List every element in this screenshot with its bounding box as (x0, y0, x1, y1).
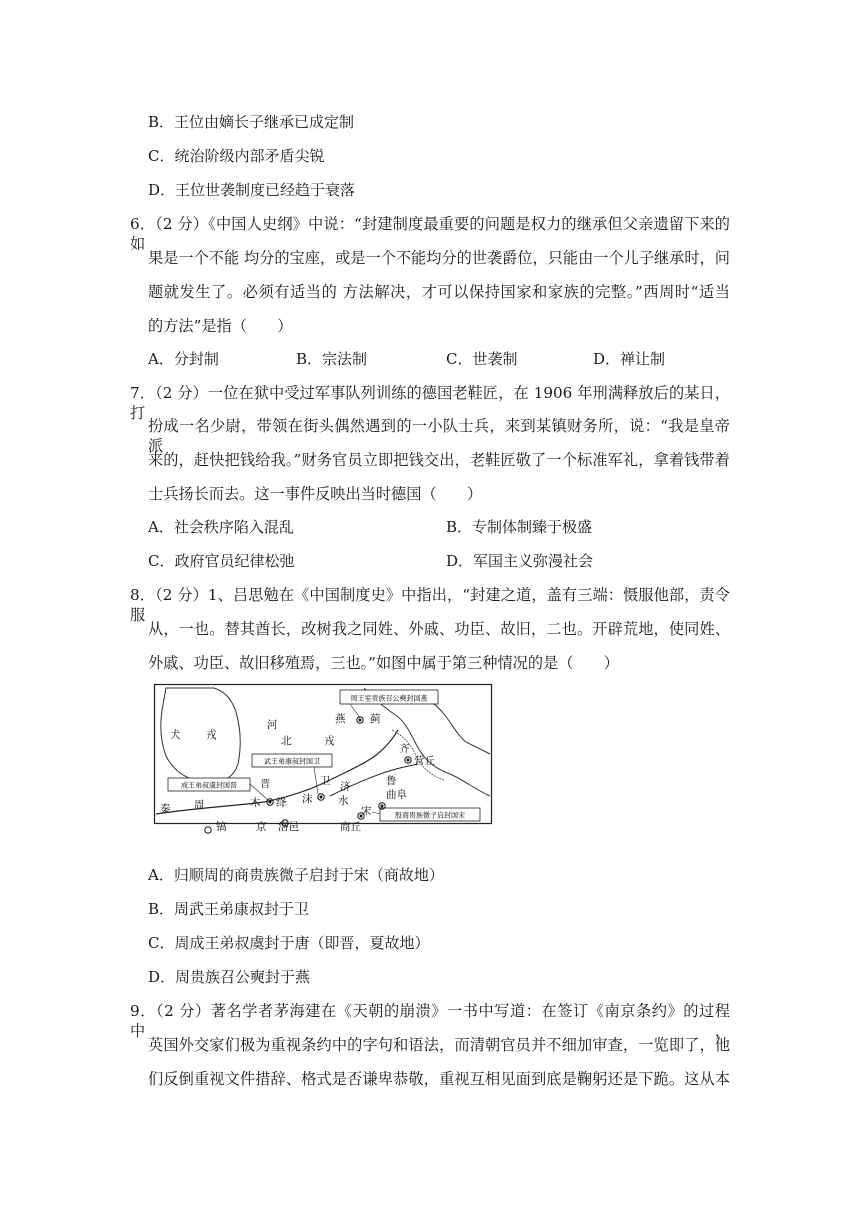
q6-option-b: B．宗法制 (296, 350, 368, 368)
q6-stem-line-4: 的方法”是指（ ） (148, 317, 293, 335)
label-box-song (372, 808, 480, 821)
map-label-yan: 燕 (335, 713, 346, 725)
q6-option-c: C．世袭制 (446, 350, 518, 368)
map-label-qufu: 曲阜 (386, 789, 407, 801)
q6-option-a: A．分封制 (148, 350, 219, 368)
map-label-jiang: 绛 (276, 797, 287, 809)
q8-option-c: C．周成王弟叔虞封于唐（即晋，夏故地） (148, 934, 430, 952)
map-label-jishui-ji: 济 (340, 781, 351, 793)
svg-text:殷商贵族微子启封国宋: 殷商贵族微子启封国宋 (395, 811, 465, 820)
q8-option-b: B．周武王弟康叔封于卫 (148, 900, 310, 918)
q6-stem-line-1: 6．（2 分）《中国人史纲》中说：“封建制度最重要的问题是权力的继承但父亲遗留下来的如 (130, 215, 730, 253)
map-label-hao: 镐 (216, 821, 227, 833)
q7-stem-line-2: 扮成一名少尉，带领在街头偶然遇到的一小队士兵，来到某镇财务所，说：“我是皇帝派 (148, 417, 730, 455)
q6-option-d: D．禅让制 (593, 350, 666, 368)
map-label-jing: 京 (256, 821, 267, 833)
map-label-quan: 犬 (170, 729, 181, 741)
map-label-shangqiu: 商丘 (340, 821, 361, 833)
map-label-luoyi: 洛邑 (278, 821, 299, 833)
q5-option-d: D．王位世袭制度已经趋于衰落 (148, 181, 356, 199)
q6-stem-line-3: 题就发生了。必须有适当的 方法解决，才可以保持国家和家族的完整。”西周时“适当 (148, 283, 730, 301)
map-label-song: 宋 (361, 805, 372, 817)
svg-text:武王弟康叔封国卫: 武王弟康叔封国卫 (264, 757, 320, 766)
western-zhou-fiefs-map (154, 684, 492, 833)
q8-stem-line-2: 从，一也。替其酋长，改树我之同姓、外戚、功臣、故旧，二也。开辟荒地，使同姓、 (148, 620, 730, 638)
q8-stem-line-1: 8．（2 分）1、吕思勉在《中国制度史》中指出，“封建之道，盖有三端：慑服他部，责令服 (130, 586, 730, 624)
map-label-shui: 水 (338, 795, 349, 807)
q5-option-c: C．统治阶级内部矛盾尖锐 (148, 147, 325, 165)
svg-text:成王弟叔虞封国晋: 成王弟叔虞封国晋 (181, 781, 237, 790)
q7-option-a: A．社会秩序陷入混乱 (148, 518, 294, 536)
q6-stem-line-2: 果是一个不能 均分的宝座，或是一个不能均分的世袭爵位，只能由一个儿子继承时，问 (148, 249, 730, 267)
q8-option-d: D．周贵族召公奭封于燕 (148, 968, 311, 986)
q9-stem-line-1: 9．（2 分）著名学者茅海建在《天朝的崩溃》一书中写道：在签订《南京条约》的过程中， (130, 1002, 730, 1040)
map-label-yingqiu: 营丘 (414, 755, 435, 767)
q7-option-c: C．政府官员纪律松弛 (148, 552, 295, 570)
map-label-ji: 蓟 (370, 713, 381, 725)
map-label-zhou: 周 (194, 799, 205, 811)
map-label-wei: 卫 (320, 775, 331, 787)
map-label-bei: 北 (281, 735, 292, 747)
map-label-qi: 齐 (399, 743, 410, 755)
q7-option-d: D．军国主义弥漫社会 (446, 552, 594, 570)
map-label-mo: 沫 (302, 793, 313, 805)
svg-text:周王室贵族召公奭封国燕: 周王室贵族召公奭封国燕 (350, 694, 428, 703)
q5-option-b: B．王位由嫡长子继承已成定制 (148, 113, 355, 131)
map-label-lu: 鲁 (386, 775, 397, 787)
map-label-rong-east: 戎 (324, 735, 335, 747)
map-label-qin: 秦 (160, 803, 171, 815)
map-label-he: 河 (267, 719, 278, 731)
q7-option-b: B．专制体制臻于极盛 (446, 518, 593, 536)
q7-stem-line-1: 7．（2 分）一位在狱中受过军事队列训练的德国老鞋匠，在 1906 年刑满释放后的某日，打 (130, 384, 730, 422)
q8-option-a: A．归顺周的商贵族微子启封于宋（商故地） (148, 866, 444, 884)
q8-stem-line-3: 外戚、功臣、故旧移殖焉，三也。”如图中属于第三种情况的是（ ） (148, 654, 619, 672)
map-label-mu: 木 (250, 797, 261, 809)
map-label-rong-west: 戎 (206, 729, 217, 741)
q9-stem-line-3: 们反倒重视文件措辞、格式是否谦卑恭敬，重视互相见面到底是鞠躬还是下跪。这从本 (148, 1070, 730, 1088)
q9-stem-line-2: 英国外交家们极为重视条约中的字句和语法，而清朝官员并不细加审查，一览即了，他 (148, 1036, 730, 1054)
q7-stem-line-3: 来的，赶快把钱给我。”财务官员立即把钱交出，老鞋匠敬了一个标准军礼，拿着钱带着 (148, 451, 730, 469)
map-label-jin: 晋 (260, 778, 271, 790)
q7-stem-line-4: 士兵扬长而去。这一事件反映出当时德国（ ） (148, 485, 483, 503)
